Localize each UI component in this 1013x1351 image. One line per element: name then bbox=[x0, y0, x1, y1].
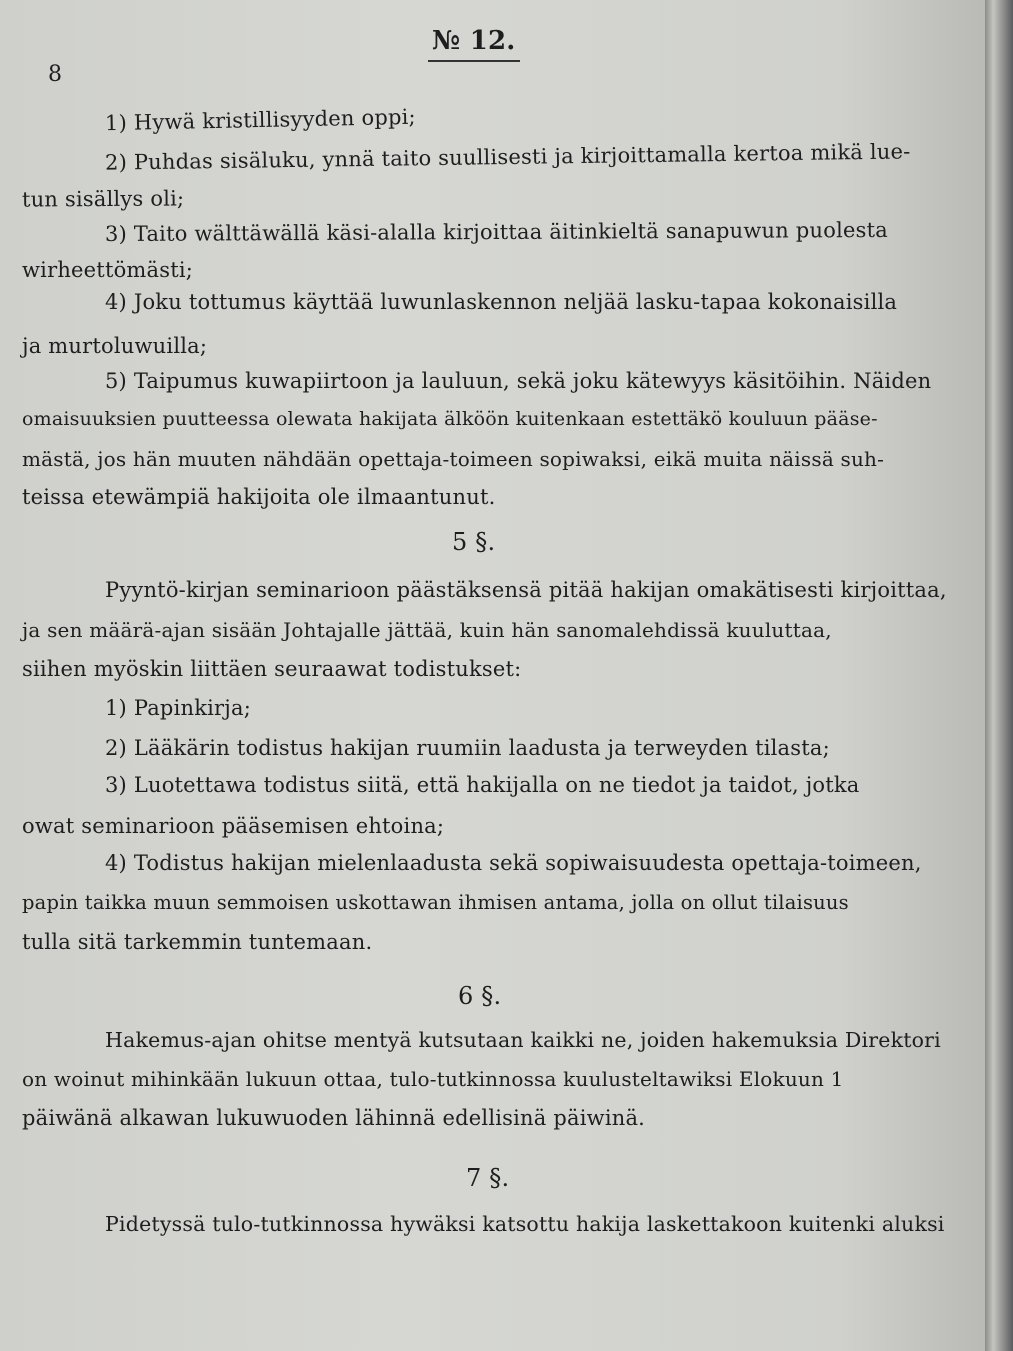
text-line: ja sen määrä-ajan sisään Johtajalle jättää, kuin hän sanomalehdissä kuuluttaa, bbox=[22, 618, 832, 642]
text-line: 2) Lääkärin todistus hakijan ruumiin laadusta ja terweyden tilasta; bbox=[105, 736, 830, 760]
text-line: owat seminarioon pääsemisen ehtoina; bbox=[22, 814, 445, 838]
text-line: 1) Papinkirja; bbox=[105, 696, 252, 720]
text-line: 5) Taipumus kuwapiirtoon ja lauluun, sekä joku kätewyys käsitöihin. Näiden bbox=[105, 369, 932, 393]
text-line: siihen myöskin liittäen seuraawat todistukset: bbox=[22, 657, 522, 681]
text-line: 3) Luotettawa todistus siitä, että hakijalla on ne tiedot ja taidot, jotka bbox=[105, 773, 860, 797]
text-line: wirheettömästi; bbox=[22, 258, 194, 282]
text-line: päiwänä alkawan lukuwuoden lähinnä edellisinä päiwinä. bbox=[22, 1106, 646, 1130]
section-heading: 6 §. bbox=[458, 982, 502, 1010]
text-line: 3) Taito wälttäwällä käsi-alalla kirjoittaa äitinkieltä sanapuwun puolesta bbox=[104, 217, 888, 247]
section-heading: 7 §. bbox=[466, 1164, 510, 1192]
text-line: omaisuuksien puutteessa olewata hakijata älköön kuitenkaan estettäkö kouluun pääse- bbox=[22, 408, 878, 430]
page-number: 8 bbox=[48, 62, 63, 87]
text-line: Pidetyssä tulo-tutkinnossa hywäksi katsottu hakija laskettakoon kuitenki aluksi bbox=[105, 1212, 945, 1236]
text-line: tulla sitä tarkemmin tuntemaan. bbox=[22, 930, 373, 954]
text-line: 4) Joku tottumus käyttää luwunlaskennon neljää lasku-tapaa kokonaisilla bbox=[105, 290, 898, 314]
text-line: ja murtoluwuilla; bbox=[22, 334, 208, 358]
text-line: 1) Hywä kristillisyyden oppi; bbox=[104, 104, 417, 136]
text-line: Pyyntö-kirjan seminarioon päästäksensä pitää hakijan omakätisesti kirjoittaa, bbox=[105, 578, 947, 602]
text-line: 4) Todistus hakijan mielenlaadusta sekä sopiwaisuudesta opettaja-toimeen, bbox=[105, 851, 922, 875]
text-line: papin taikka muun semmoisen uskottawan ihmisen antama, jolla on ollut tilaisuus bbox=[22, 891, 849, 914]
text-line: mästä, jos hän muuten nähdään opettaja-toimeen sopiwaksi, eikä muita näissä suh- bbox=[22, 447, 885, 471]
text-line: on woinut mihinkään lukuun ottaa, tulo-tutkinnossa kuulusteltawiksi Elokuun 1 bbox=[22, 1067, 844, 1091]
text-line: Hakemus-ajan ohitse mentyä kutsutaan kaikki ne, joiden hakemuksia Direktori bbox=[105, 1028, 941, 1052]
text-line: teissa etewämpiä hakijoita ole ilmaantunut. bbox=[22, 485, 496, 509]
book-edge bbox=[985, 0, 1013, 1351]
text-line: tun sisällys oli; bbox=[21, 186, 185, 212]
section-heading: 5 §. bbox=[452, 528, 496, 556]
issue-heading: № 12. bbox=[428, 26, 520, 62]
text-line: 2) Puhdas sisäluku, ynnä taito suullisesti ja kirjoittamalla kertoa mikä lue- bbox=[104, 139, 911, 175]
